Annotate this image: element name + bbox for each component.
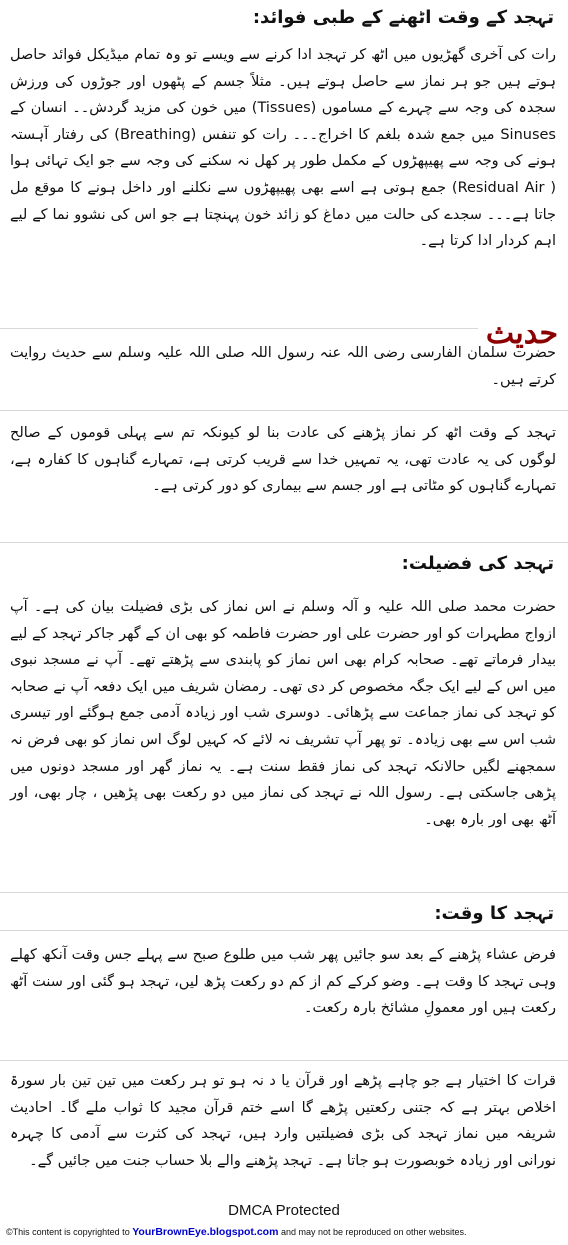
copyright-prefix: ©This content is copyrighted to bbox=[6, 1227, 133, 1237]
divider bbox=[0, 892, 568, 893]
section-title-medical-benefits: تہجد کے وقت اٹھنے کے طبی فوائد: bbox=[252, 7, 554, 28]
medical-benefits-paragraph: رات کی آخری گھڑیوں میں اٹھ کر تہجد ادا کرنے سے ویسے تو وہ تمام میڈیکل فوائد حاصل ہوتے ہیں جو ہر نماز سے حاصل ہوتے ہیں۔ مثلاً جسم کے پٹھوں اور جوڑوں کی ورزش سجدہ کی وجہ سے چہرے کے مساموں (Tissues) میں خون کی مزید گردش۔۔ انسان کے Sinuses میں جمع شدہ بلغم کا اخراج۔۔۔ رات کو تنفس (Breathing) کی رفتار آہستہ ہونے کی وجہ سے پھیپھڑوں کے مکمل طور پر کھل نہ سکنے کی وجہ سے جو ایک تہائی ہوا ( Residual Air) جمع ہوتی ہے اسے بھی پھیپھڑوں سے نکلنے اور داخل ہونے کا موقع مل جاتا ہے۔۔۔ سجدے کی حالت میں دماغ کو زائد خون پہنچتا ہے جو اس کی نشوو نما کے لیے اہم کردار ادا کرتا ہے۔ bbox=[10, 47, 557, 250]
dmca-label: DMCA Protected bbox=[228, 1202, 340, 1219]
divider bbox=[0, 1060, 568, 1061]
hadith-text: تہجد کے وقت اٹھ کر نماز پڑھنے کی عادت بنا لو کیونکہ تم سے پہلی قوموں کے صالح لوگوں کی یہ عادت تھی، یہ تمہیں خدا سے قریب کرتی ہے، تمہارے گناہوں کا کفارہ ہے، تمہارے گناہوں کو مٹاتی ہے اور جسم سے بیماری کو دور کرتی ہے۔ bbox=[10, 425, 556, 495]
divider bbox=[0, 542, 568, 543]
divider bbox=[0, 328, 478, 329]
time-paragraph: فرض عشاء پڑھنے کے بعد سو جائیں پھر شب میں طلوع صبح سے پہلے جس وقت آنکھ کھلے وہی تہجد کا وقت ہے۔ وضو کرکے کم از کم دو رکعت پڑھ لیں، تہجد ہو گئی اور سنت آٹھ رکعت ہیں اور معمولِ مشائخ بارہ رکعت۔ bbox=[10, 947, 556, 1017]
hadith-heading: حدیث bbox=[485, 316, 558, 351]
virtue-paragraph: حضرت محمد صلی اللہ علیہ و آلہ وسلم نے اس نماز کی بڑی فضیلت بیان کی ہے۔ آپ ازواج مطہرات کو اور حضرت علی اور حضرت فاطمہ کو بھی ان کے گھر جاکر تہجد کے لیے بیدار فرماتے تھے۔ صحابہ کرام بھی اس نماز کو پابندی سے پڑھتے تھے۔ آپ نے مسجد نبوی میں اس کے لیے ایک جگہ مخصوص کر دی تھی۔ رمضان شریف میں ایک دفعہ آپ نے صحابہ کو تہجد کی نماز جماعت سے پڑھائی۔ دوسری شب اور زیادہ آدمی جمع ہوگئے اور تیسری شب اس سے بھی زیادہ۔ تو پھر آپ تشریف نہ لائے کہ کہیں لوگ اس نماز کو بھی فرض نہ سمجھنے لگیں حالانکہ تہجد کی نماز فقط سنت ہے۔ یہ نماز گھر اور مسجد دونوں میں پڑھی جاسکتی ہے۔ رسول اللہ نے تہجد کی نماز میں دو رکعت بھی پڑھیں ، چار بھی، اور آٹھ بھی اور بارہ بھی۔ bbox=[10, 599, 556, 828]
copyright-notice bbox=[6, 1226, 564, 1238]
hadith-intro: حضرت سلمان الفارسی رضی اللہ عنہ رسول اللہ صلی اللہ علیہ وسلم سے حدیث روایت کرتے ہیں۔ bbox=[10, 345, 556, 388]
divider bbox=[0, 930, 568, 931]
site-link[interactable]: YourBrownEye.blogspot.com bbox=[132, 1226, 279, 1238]
copyright-suffix: and may not be reproduced on other websites. bbox=[278, 1227, 467, 1237]
section-title-virtue: تہجد کی فضیلت: bbox=[401, 553, 554, 574]
section-title-time: تہجد کا وقت: bbox=[434, 903, 554, 924]
divider bbox=[0, 410, 568, 411]
recitation-paragraph: قرات کا اختیار ہے جو چاہے پڑھے اور قرآن یا د نہ ہو تو ہر رکعت میں تین تین بار سورۃ اخلاص بہتر ہے کہ جتنی رکعتیں پڑھے گا اسے ختم قرآن مجید کا ثواب ملے گا۔ احادیث شریفہ میں نماز تہجد کی بڑی فضیلتیں وارد ہیں، تہجد کی کثرت سے آدمی کا چہرہ نورانی اور زیادہ خوبصورت ہو جاتا ہے۔ تہجد پڑھنے والے بلا حساب جنت میں جائیں گے۔ bbox=[10, 1073, 556, 1169]
